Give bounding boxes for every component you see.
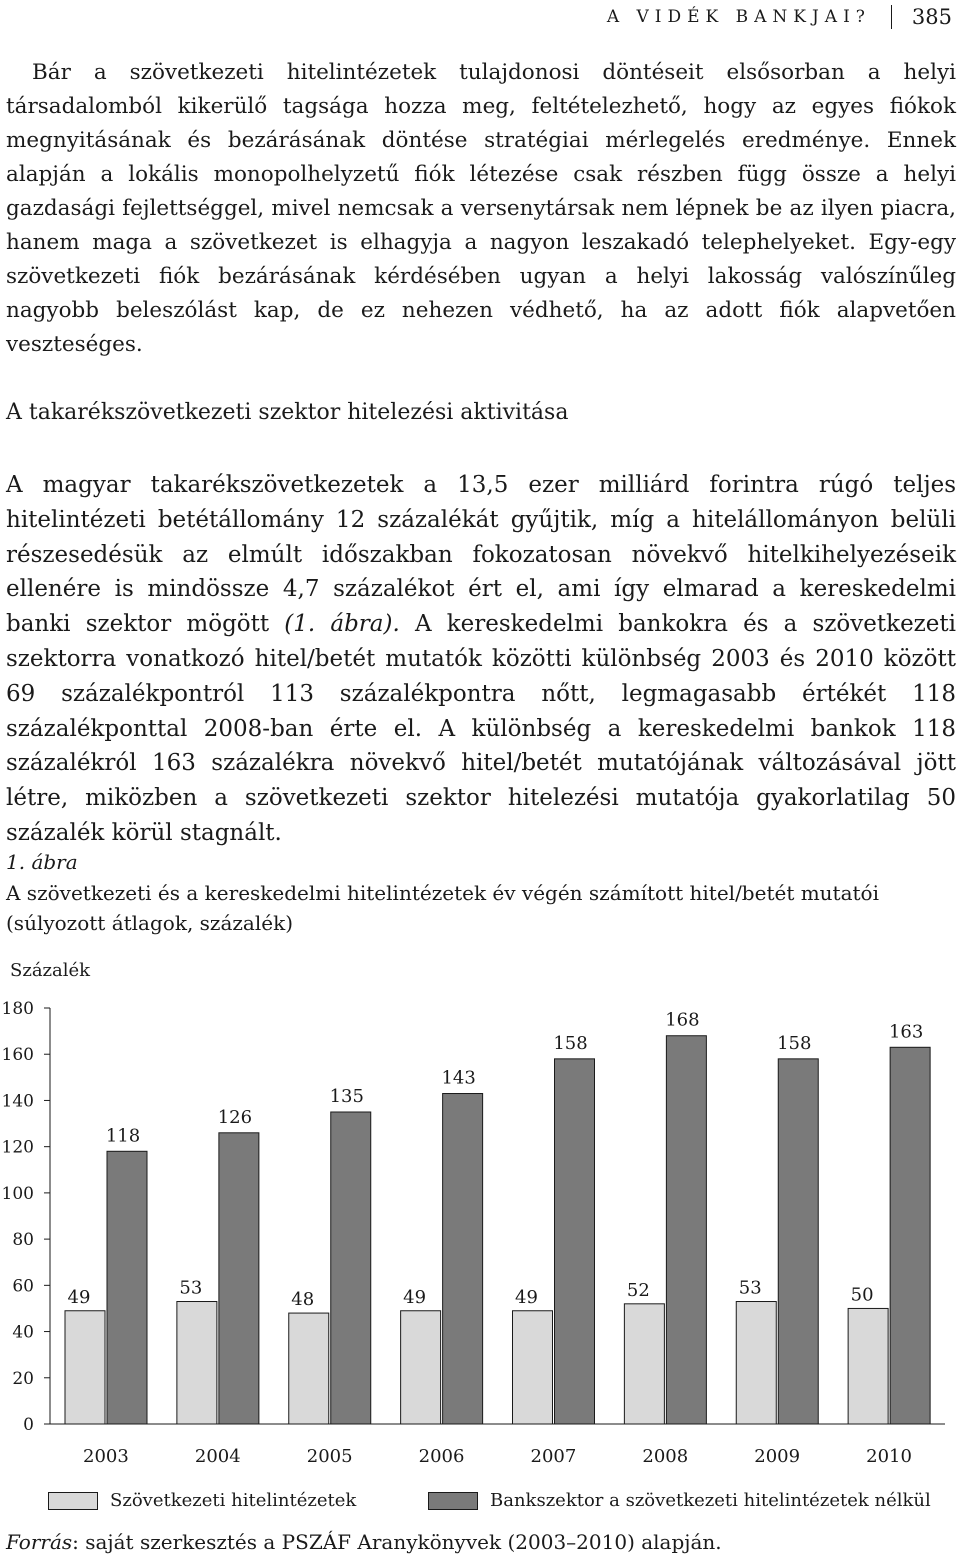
y-axis-label: Százalék xyxy=(10,960,91,981)
page-number: 385 xyxy=(911,5,952,29)
y-tick-label: 60 xyxy=(12,1276,34,1297)
body-paragraph-2 xyxy=(6,468,956,851)
data-label-bankszektor: 158 xyxy=(553,1032,588,1054)
bar-cooperative xyxy=(513,1311,553,1424)
x-tick-label: 2007 xyxy=(530,1446,577,1467)
data-label-bankszektor: 126 xyxy=(217,1106,253,1128)
figure-source xyxy=(6,1530,722,1554)
data-label-bankszektor: 143 xyxy=(441,1067,476,1089)
bar-bankszektor xyxy=(890,1047,930,1424)
figure-caption: A szövetkezeti és a kereskedelmi hitelintézetek év végén számított hitel/betét mutatói (súlyozott átlagok, százalék) xyxy=(6,881,879,935)
body-paragraph-1: Bár a szövetkezeti hitelintézetek tulajdonosi döntéseit elsősorban a helyi társadalomból kikerülő tagsága hozza meg, feltételezhető, hogy az egyes fiókok megnyitásának és bezárásának döntése stratégiai mérlegelés eredménye. Ennek alapján a lokális monopolhelyzetű fiók létezése csak részben függ össze a helyi gazdasági fejlettséggel, mivel nemcsak a versenytársak nem lépnek be az ilyen piacra, hanem maga a szövetkezet is elhagyja a nagyon leszakadó telephelyeket. Egy-egy szövetkezeti fiók bezárásának kérdésében ugyan a helyi lakosság valószínűleg nagyobb beleszólást kap, de ez nehezen védhető, ha az adott fiók alapvetően veszteséges. xyxy=(6,60,956,357)
source-label: Forrás xyxy=(6,1530,73,1554)
data-label-cooperative: 50 xyxy=(850,1284,874,1306)
y-tick-label: 40 xyxy=(12,1322,34,1343)
source-text: : saját szerkesztés a PSZÁF Aranykönyvek (2003–2010) alapján. xyxy=(72,1530,722,1554)
data-label-cooperative: 49 xyxy=(515,1286,538,1308)
data-label-cooperative: 53 xyxy=(179,1277,203,1299)
x-tick-label: 2008 xyxy=(642,1446,689,1467)
legend-item-banks xyxy=(428,1490,931,1511)
legend-swatch-banks xyxy=(428,1492,478,1510)
x-tick-label: 2005 xyxy=(306,1446,353,1467)
bar-cooperative xyxy=(177,1302,217,1424)
running-head-divider xyxy=(891,5,892,29)
data-label-bankszektor: 168 xyxy=(665,1009,700,1031)
paragraph-2-text-b: A kereskedelmi bankokra és a szövetkezeti szektorra vonatkozó hitel/betét mutatók közötti különbség 2003 és 2010 között 69 százalékpontról 113 százalékpontra nőtt, legmagasabb értékét 118 százalékponttal 2008-ban érte el. A különbség a kereskedelmi bankok 118 százalékról 163 százalékra növekvő hitel/betét mutatójának változásával jött létre, miközben a szövetkezeti szektor hitelezési mutatója gyakorlatilag 50 százalék körül stagnált. xyxy=(6,611,957,846)
bar-chart xyxy=(0,950,960,1480)
y-tick-label: 80 xyxy=(12,1230,34,1251)
x-tick-label: 2009 xyxy=(754,1446,801,1467)
x-tick-label: 2003 xyxy=(83,1446,129,1467)
bar-bankszektor xyxy=(219,1133,259,1424)
x-tick-label: 2006 xyxy=(418,1446,465,1467)
data-label-bankszektor: 163 xyxy=(888,1021,924,1043)
data-label-bankszektor: 158 xyxy=(777,1032,812,1054)
data-label-cooperative: 49 xyxy=(403,1286,427,1308)
x-tick-label: 2004 xyxy=(194,1446,241,1467)
y-tick-label: 160 xyxy=(1,1045,34,1066)
y-tick-label: 120 xyxy=(1,1137,34,1158)
data-label-cooperative: 48 xyxy=(291,1289,315,1311)
legend-label-banks: Bankszektor a szövetkezeti hitelintézetek nélkül xyxy=(490,1490,931,1511)
y-tick-label: 0 xyxy=(23,1415,34,1435)
y-tick-label: 20 xyxy=(12,1368,34,1389)
bar-cooperative xyxy=(848,1308,888,1424)
x-tick-label: 2010 xyxy=(866,1446,912,1467)
bar-bankszektor xyxy=(331,1112,371,1424)
data-label-bankszektor: 135 xyxy=(329,1086,364,1107)
legend-item-cooperative xyxy=(48,1490,356,1511)
bar-bankszektor xyxy=(778,1059,818,1424)
bar-bankszektor xyxy=(555,1059,595,1424)
bar-cooperative xyxy=(624,1304,664,1424)
y-tick-label: 100 xyxy=(1,1183,34,1204)
legend-label-cooperative: Szövetkezeti hitelintézetek xyxy=(110,1490,357,1511)
figure-label: 1. ábra xyxy=(6,850,78,874)
figure-reference: (1. ábra). xyxy=(284,611,400,638)
y-tick-label: 140 xyxy=(1,1091,34,1112)
bar-cooperative xyxy=(65,1311,105,1424)
section-heading: A takarékszövetkezeti szektor hitelezési aktivitása xyxy=(6,400,569,425)
data-label-cooperative: 52 xyxy=(626,1279,650,1301)
data-label-cooperative: 53 xyxy=(738,1277,762,1299)
running-head xyxy=(607,2,952,32)
data-label-bankszektor: 118 xyxy=(105,1125,141,1147)
bar-cooperative xyxy=(289,1313,329,1424)
data-label-cooperative: 49 xyxy=(67,1286,91,1308)
running-head-title: A VIDÉK BANKJAI? xyxy=(606,7,871,27)
bar-bankszektor xyxy=(666,1036,706,1424)
y-tick-label: 180 xyxy=(1,999,34,1019)
bar-cooperative xyxy=(401,1311,441,1424)
paragraph-2-text-a: A magyar takarékszövetkezetek a 13,5 ezer milliárd forintra rúgó teljes hitelintézeti betétállomány 12 százalékát gyűjtik, míg a hitelállományon belüli részesedésük az elmúlt időszakban fokozatosan növekvő hitelkihelyezéseik ellenére is mindössze 4,7 százalékot ért el, ami így elmarad a kereskedelmi banki szektor mögött xyxy=(6,472,956,638)
bar-bankszektor xyxy=(443,1094,483,1424)
bar-bankszektor xyxy=(107,1151,147,1424)
bar-cooperative xyxy=(736,1302,776,1424)
legend-swatch-cooperative xyxy=(48,1492,98,1510)
